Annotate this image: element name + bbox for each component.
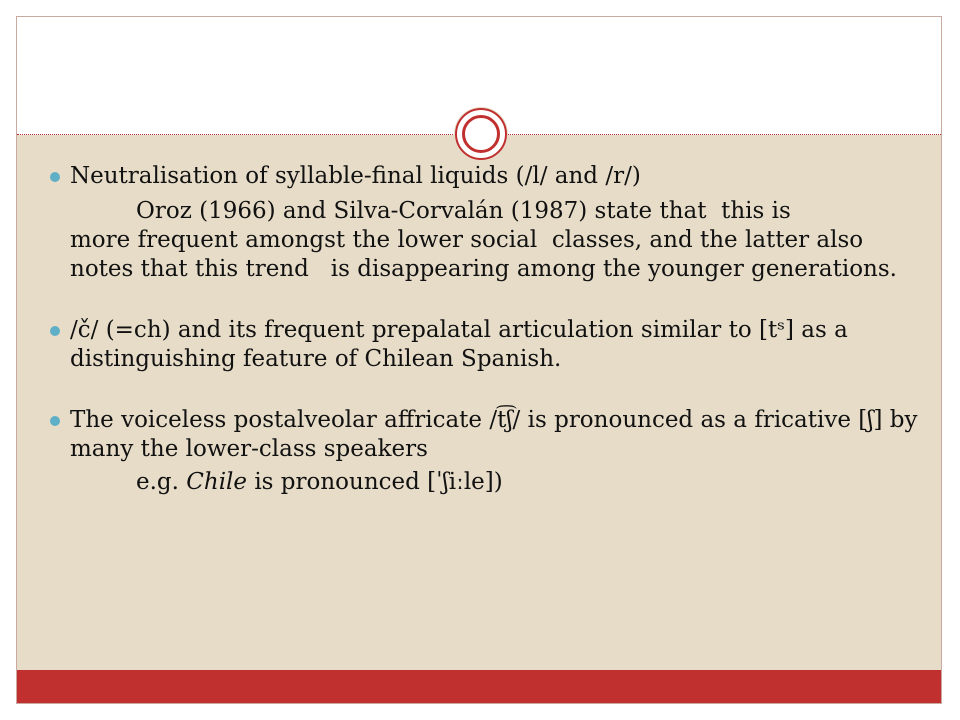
bullet-item-affricate <box>50 406 920 497</box>
bullet-text: Neutralisation of syllable-final liquids (/l/ and /r/) <box>70 163 641 189</box>
example-suffix: is pronounced [ˈʃiːle]) <box>247 469 503 495</box>
bullet-detail <box>70 197 920 284</box>
slide-content <box>50 162 920 497</box>
bottom-accent-bar <box>17 670 941 703</box>
detail-rest: more frequent amongst the lower social classes, and the latter also notes that this trend is disappearing among the younger generations. <box>70 227 897 282</box>
bullet-text: The voiceless postalveolar affricate /t͡ʃ/ is pronounced as a fricative [ʃ] by many the lower-class speakers <box>70 407 918 462</box>
spacer <box>50 284 920 316</box>
bullet-item-ch <box>50 316 920 374</box>
bullet-dot-icon <box>50 172 60 182</box>
bullet-text: /č/ (=ch) and its frequent prepalatal articulation similar to [tˢ] as a distinguishing feature of Chilean Spanish. <box>70 317 848 372</box>
example-line <box>70 468 920 497</box>
detail-first-line: Oroz (1966) and Silva-Corvalán (1987) state that this is <box>136 198 791 224</box>
example-prefix: e.g. <box>136 469 187 495</box>
example-word: Chile <box>186 469 248 495</box>
bullet-dot-icon <box>50 416 60 426</box>
bullet-dot-icon <box>50 326 60 336</box>
spacer <box>50 374 920 406</box>
bullet-item-liquids <box>50 162 920 284</box>
circle-ornament <box>455 108 507 160</box>
